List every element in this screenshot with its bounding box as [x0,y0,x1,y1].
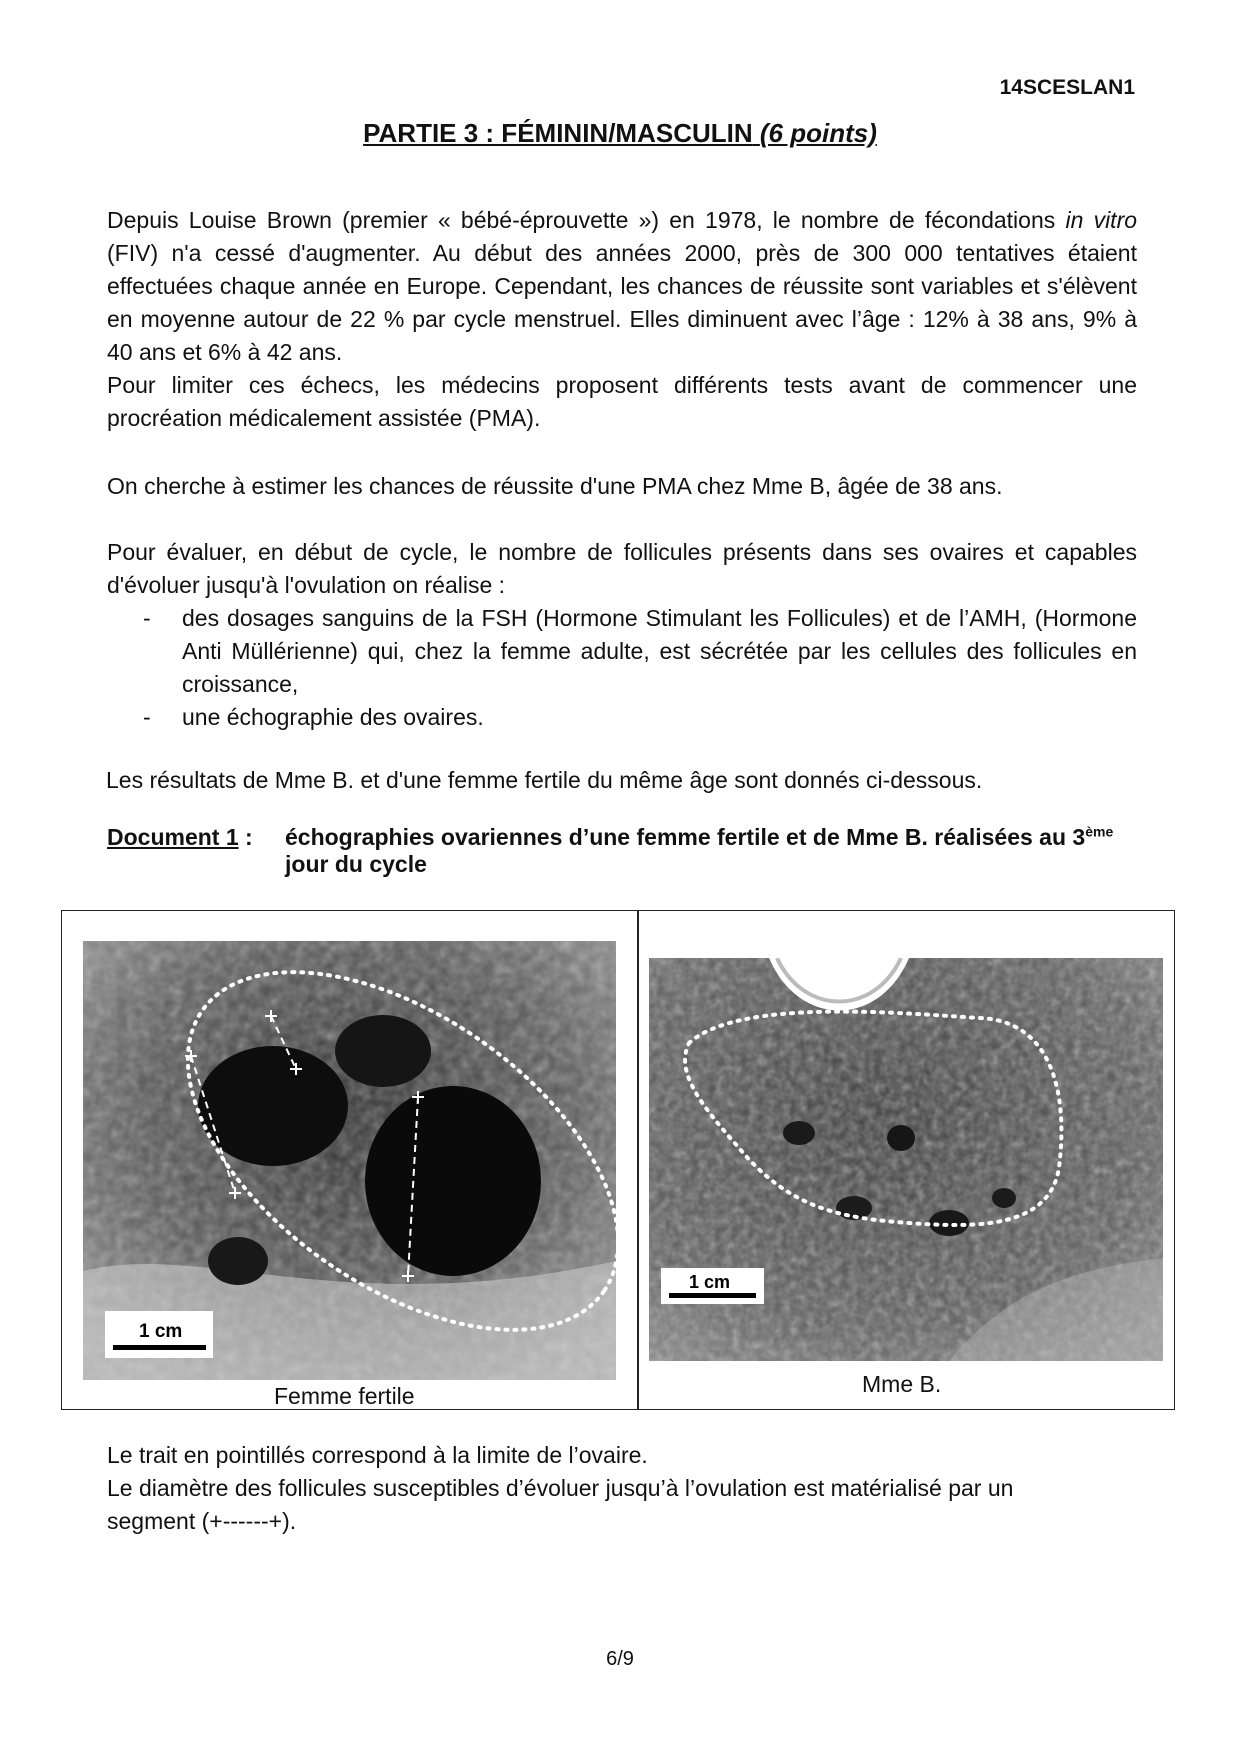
scale-label-left: 1 cm [139,1321,183,1342]
intro-text-c: Pour limiter ces échecs, les médecins proposent différents tests avant de commencer une procréation médicalement assistée (PMA). [107,372,1137,431]
results-paragraph: Les résultats de Mme B. et d'une femme fertile du même âge sont donnés ci-dessous. [106,767,983,793]
intro-vitro: vitro [1093,207,1138,233]
figure-table [61,910,1175,1410]
method-paragraph: Pour évaluer, en début de cycle, le nombre de follicules présents dans ses ovaires et capables d'évoluer jusqu'à l'ovulation on réalise : [107,539,1137,598]
caption-mme-b: Mme B. [862,1371,942,1397]
list-marker: - [143,704,151,730]
list-marker: - [143,605,151,631]
page-number: 6/9 [606,1648,634,1670]
figure-notes [107,1439,1147,1538]
document-caption [285,824,1142,878]
section-title-text: PARTIE 3 : FÉMININ/MASCULIN [363,118,753,148]
exam-code: 14SCESLAN1 [999,76,1135,99]
intro-in: in [1065,207,1084,233]
test-list [107,602,1137,734]
list-item [107,701,1137,734]
table-divider [637,911,639,1409]
list-item [107,602,1137,701]
caption-num: 3 [1072,824,1086,850]
note-line-1: Le trait en pointillés correspond à la limite de l’ovaire. [107,1442,648,1468]
intro-text-b: (FIV) n'a cessé d'augmenter. Au début des années 2000, près de 300 000 tentatives étaient effectuées chaque année en Europe. Cependant, les chances de réussite sont variables et s'élèvent en moyenne autour de 22 % par cycle menstruel. Elles diminuent avec l’âge : 12% à 38 ans, 9% à 40 ans et 6% à 42 ans. [107,240,1137,365]
list-item-text: des dosages sanguins de la FSH (Hormone Stimulant les Follicules) et de l’AMH, (Hormone Anti Müllérienne) qui, chez la femme adulte, est sécrétée par les cellules des follicules en croissance, [182,605,1137,697]
note-line-2: Le diamètre des follicules susceptibles d’évoluer jusqu’à l’ovulation est matérialisé par un [107,1475,1014,1501]
document-label [107,824,253,851]
caption-text-a: échographies ovariennes d’une femme fertile et de Mme B. réalisées au [285,824,1073,850]
intro-text-a: Depuis Louise Brown (premier « bébé-éprouvette ») en 1978, le nombre de fécondations [107,207,1066,233]
ultrasound-mme-b [649,958,1163,1361]
document-label-colon: : [238,824,253,850]
note-line-3: segment (+------+). [107,1508,297,1534]
ultrasound-fertile-image [83,941,616,1380]
caption-sup: ème [1085,823,1114,840]
caption-text-b: jour du cycle [285,851,427,877]
document-label-text: Document 1 [107,824,239,850]
objective-paragraph: On cherche à estimer les chances de réussite d'une PMA chez Mme B, âgée de 38 ans. [107,473,1003,499]
scale-label-right: 1 cm [689,1272,731,1292]
caption-fertile: Femme fertile [274,1383,415,1409]
ultrasound-mme-b-image [649,958,1163,1361]
section-points: (6 points) [759,118,877,148]
section-title [0,118,1240,149]
list-item-text: une échographie des ovaires. [182,704,484,730]
ultrasound-fertile [83,941,616,1380]
intro-paragraph [107,204,1137,435]
